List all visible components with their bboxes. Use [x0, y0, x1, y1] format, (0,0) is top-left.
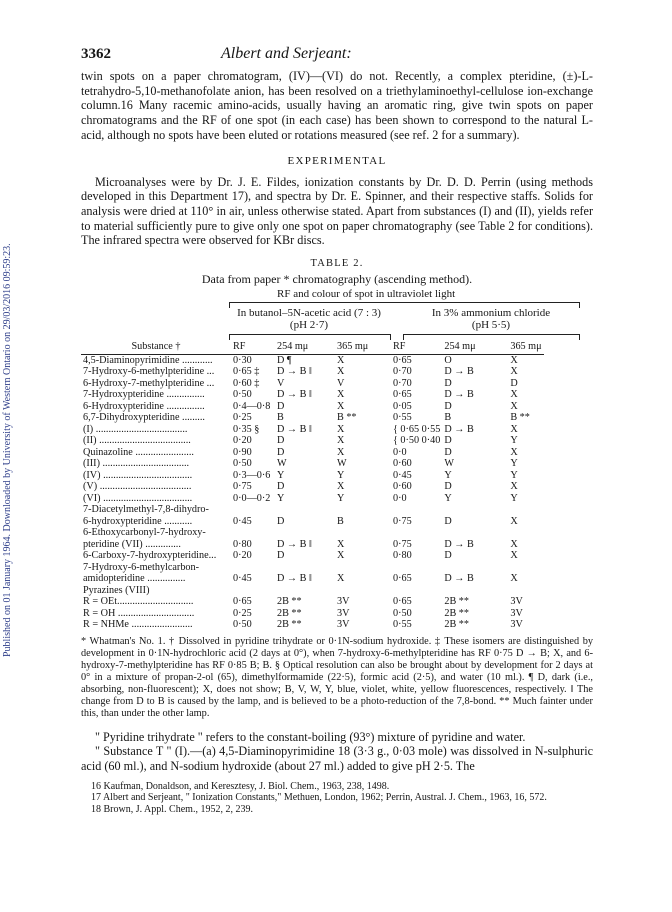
- table-cell: Y: [444, 469, 452, 481]
- table-spanning-header: [81, 288, 593, 301]
- group-butanol-bracket: [229, 334, 391, 340]
- table-cell: 3V: [337, 596, 350, 608]
- table-row: [81, 401, 544, 413]
- table-row: [81, 516, 544, 528]
- table-cell: 0·65: [393, 354, 412, 366]
- table-cell: { 0·65 0·55: [393, 423, 441, 435]
- table-cell: [275, 562, 335, 574]
- table-cell: D → B ‖: [277, 423, 312, 435]
- table-cell: D: [510, 377, 518, 389]
- table-cell: X: [510, 573, 518, 585]
- table-cell: X: [337, 550, 345, 562]
- col-rf-2: RF: [393, 341, 406, 353]
- table-cell: D: [444, 435, 452, 447]
- table-cell: 0·80: [393, 550, 412, 562]
- table-cell: Y: [510, 435, 518, 447]
- table-cell: (II) ....................................: [83, 435, 191, 447]
- table-cell: V: [337, 377, 345, 389]
- table-cell: R = OH ..............................: [83, 607, 195, 619]
- table-cell: [508, 585, 543, 597]
- table-cell: 0·20: [233, 550, 252, 562]
- table-row: [81, 562, 544, 574]
- group-ammonium-label: In 3% ammonium chloride: [431, 307, 551, 320]
- table-cell: D: [444, 481, 452, 493]
- table-cell: R = OEt..............................: [83, 596, 194, 608]
- table-row: [81, 458, 544, 470]
- section-heading: EXPERIMENTAL: [287, 154, 387, 167]
- table-row: [81, 619, 544, 631]
- table-footnote: * Whatman's No. 1. † Dissolved in pyridine trihydrate or 0·1N-sodium hydroxide. ‡ These isomers are distinguished by development in 0·1N-hydrochloric acid (2 days at 0°), when 7-hydroxy-6-methylpteridine has RF 0·75 D → B; X, and 6-hydroxy-7-methylpteridine has RF 0·85 B; B. § Optical resolution can also be brought about by development for 2 days at 0° in a mixture of propan-2-ol (65), dimethylformamide (22·5), formic acid (2·5), and water (10 ml.). ¶ D, dark (i.e., absorbing, non-fluorescent); X, does not show; B, V, W, Y, blue, violet, white, yellow fluorescences, respectively. ‖ The change from D to B is caused by the lamp, and is believed to be a photo-reduction of the 7,8-bond. ** Much fainter under this, than under the other lamp.: [81, 635, 593, 719]
- table-cell: 0·75: [233, 481, 252, 493]
- table-cell: [442, 527, 508, 539]
- table-cell: D → B: [444, 538, 474, 550]
- table-cell: 0·80: [233, 538, 252, 550]
- table-cell: [335, 562, 379, 574]
- table-row: [81, 481, 544, 493]
- table-cell: 0·50: [393, 607, 412, 619]
- table-cell: 0·45: [393, 469, 412, 481]
- reference-18: 18 Brown, J. Appl. Chem., 1952, 2, 239.: [91, 803, 253, 815]
- table-cell: 2B **: [444, 607, 469, 619]
- page-header: [81, 45, 593, 69]
- table-cell: 0·20: [233, 435, 252, 447]
- table-cell: 0·65 ‡: [233, 366, 260, 378]
- table-row: [81, 412, 544, 424]
- table-cell: X: [337, 538, 345, 550]
- table-cell: [442, 562, 508, 574]
- table-cell: D: [444, 446, 452, 458]
- table-cell: [442, 504, 508, 516]
- table-cell: { 0·50 0·40: [393, 435, 441, 447]
- table-cell: [335, 527, 379, 539]
- table-row: [81, 470, 544, 482]
- table-cell: W: [444, 458, 454, 470]
- table-cell: X: [510, 400, 518, 412]
- table-cell: D: [277, 446, 285, 458]
- table-cell: W: [337, 458, 347, 470]
- table-cell: 0·60: [393, 458, 412, 470]
- table-cell: X: [337, 481, 345, 493]
- table-cell: X: [510, 538, 518, 550]
- table-row: [81, 585, 544, 597]
- table-cell: D ¶: [277, 354, 292, 366]
- table-cell: B **: [510, 412, 530, 424]
- group-ammonium-bracket: [403, 334, 580, 340]
- table-cell: 0·0: [393, 446, 407, 458]
- table-cell: D → B ‖: [277, 538, 312, 550]
- table-row: [81, 550, 544, 562]
- table-caption: Data from paper * chromatography (ascending method).: [201, 272, 473, 287]
- group-butanol-ph: (pH 2·7): [289, 319, 329, 332]
- table-cell: X: [510, 550, 518, 562]
- col-rf-1: RF: [233, 341, 246, 353]
- table-cell: (V) ....................................: [83, 481, 192, 493]
- table-cell: D → B: [444, 366, 474, 378]
- table-cell: 0·3—0·6: [233, 469, 271, 481]
- table-cell: 0·75: [393, 538, 412, 550]
- table-cell: 6-Hydroxypteridine ...............: [83, 400, 205, 412]
- table-body: [81, 354, 544, 631]
- table-cell: 0·55: [393, 412, 412, 424]
- table-cell: [379, 527, 442, 539]
- experimental-paragraph: Microanalyses were by Dr. J. E. Fildes, ionization constants by Dr. D. D. Perrin (using methods developed in this Department 17), and spectra by Dr. E. Spinner, and their respective staffs. Solids for analysis were dried at 110° in air, unless otherwise stated. Apart from substances (I) and (II), yields refer to material sufficiently pure to give only one spot on paper chromatography (see Table 2 for conditions). The infrared spectra were observed for KBr discs.: [81, 174, 593, 248]
- table-cell: 0·05: [393, 400, 412, 412]
- table-cell: 2B **: [277, 619, 302, 631]
- table-cell: Y: [510, 469, 518, 481]
- table-cell: 3V: [510, 619, 523, 631]
- download-notice: Published on 01 January 1964. Downloaded by University of Western Ontario on 29/03/2016 09:59:23.: [2, 243, 13, 657]
- table-row: [81, 354, 544, 366]
- table-cell: 0·55: [393, 619, 412, 631]
- table-cell: 2B **: [444, 619, 469, 631]
- table-row: [81, 493, 544, 505]
- group-butanol: [229, 307, 389, 331]
- table-cell: 2B **: [277, 607, 302, 619]
- table-cell: Quinazoline .......................: [83, 446, 194, 458]
- group-ammonium: [403, 307, 579, 331]
- table-row: [81, 435, 544, 447]
- references: [81, 781, 593, 816]
- substance-paragraph: " Substance T " (I).—(a) 4,5-Diaminopyrimidine 18 (3·3 g., 0·03 mole) was dissolved in N-sulphuric acid (60 ml.), and N-sodium hydroxide (about 27 ml.) added to give pH 2·5. The: [81, 744, 593, 773]
- table-cell: X: [510, 389, 518, 401]
- table-cell: X: [337, 366, 345, 378]
- table-cell: [508, 562, 543, 574]
- col-365-2: 365 mμ: [510, 341, 542, 353]
- table-cell: X: [337, 423, 345, 435]
- table-label: TABLE 2.: [310, 258, 364, 270]
- table-cell: Y: [510, 458, 518, 470]
- table-cell: [442, 585, 508, 597]
- table-row: [81, 424, 544, 436]
- table-cell: X: [337, 435, 345, 447]
- table-cell: 3V: [337, 607, 350, 619]
- table-cell: (III) ..................................: [83, 458, 190, 470]
- rf-colour-header: RF and colour of spot in ultraviolet light: [277, 288, 456, 301]
- table-cell: 0·50: [233, 389, 252, 401]
- table-row: [81, 596, 544, 608]
- table-cell: 0·90: [233, 446, 252, 458]
- table-cell: B: [337, 515, 344, 527]
- table-cell: X: [337, 354, 345, 366]
- table-cell: 6-Hydroxy-7-methylpteridine ...: [83, 377, 215, 389]
- table-cell: 7-Hydroxypteridine ...............: [83, 389, 205, 401]
- table-cell: B: [444, 412, 452, 424]
- table-cell: X: [510, 423, 518, 435]
- table-cell: D: [277, 435, 285, 447]
- col-substance: Substance †: [131, 341, 181, 353]
- table-cell: Pyrazines (VIII): [83, 584, 150, 596]
- table-cell: D: [444, 400, 452, 412]
- table-cell: 0·45: [233, 515, 252, 527]
- table-cell: 7-Hydroxy-6-methylcarbon-: [83, 561, 199, 573]
- table-cell: D: [444, 515, 452, 527]
- table-cell: 3V: [337, 619, 350, 631]
- table-cell: D → B ‖: [277, 573, 312, 585]
- table-cell: D: [444, 377, 452, 389]
- table-header-row: [81, 341, 544, 354]
- table-cell: 3V: [510, 607, 523, 619]
- table-cell: 2B **: [277, 596, 302, 608]
- table-cell: D → B ‖: [277, 366, 312, 378]
- table-cell: 0·30: [233, 354, 252, 366]
- col-365-1: 365 mμ: [337, 341, 369, 353]
- table-row: [81, 366, 544, 378]
- table-cell: 0·75: [393, 515, 412, 527]
- table-cell: 7-Hydroxy-6-methylpteridine ...: [83, 366, 215, 378]
- chromatography-table: [81, 341, 544, 631]
- table-cell: 0·35 §: [233, 423, 260, 435]
- table-cell: D → B: [444, 389, 474, 401]
- table-cell: amidopteridine ...............: [83, 573, 186, 585]
- table-cell: 6-hydroxypteridine ...........: [83, 515, 193, 527]
- table-cell: 0·25: [233, 607, 252, 619]
- table-cell: pteridine (VII) ..............: [83, 538, 181, 550]
- table-cell: [231, 504, 275, 516]
- table-cell: X: [337, 400, 345, 412]
- table-cell: 0·45: [233, 573, 252, 585]
- table-cell: B: [277, 412, 284, 424]
- reference-16: 16 Kaufman, Donaldson, and Keresztesy, J. Biol. Chem., 1963, 238, 1498.: [91, 780, 390, 792]
- table-row: [81, 573, 544, 585]
- running-title: Albert and Serjeant:: [221, 45, 352, 62]
- table-cell: 0·0—0·2: [233, 492, 271, 504]
- group-butanol-label: In butanol–5N-acetic acid (7 : 3): [237, 307, 381, 320]
- table-cell: 6,7-Dihydroxypteridine .........: [83, 412, 205, 424]
- table-cell: [275, 504, 335, 516]
- table-cell: 0·50: [233, 458, 252, 470]
- table-cell: 0·4—0·8: [233, 400, 271, 412]
- page-number: 3362: [81, 46, 111, 62]
- table-cell: [231, 527, 275, 539]
- table-cell: 6-Carboxy-7-hydroxypteridine...: [83, 550, 217, 562]
- table-cell: 0·65: [393, 596, 412, 608]
- table-row: [81, 447, 544, 459]
- table-cell: 0·65: [233, 596, 252, 608]
- table-cell: (VI) ...................................: [83, 492, 193, 504]
- table-cell: R = NHMe ........................: [83, 619, 193, 631]
- table-cell: [508, 527, 543, 539]
- table-cell: Y: [337, 469, 345, 481]
- intro-paragraph: twin spots on a paper chromatogram, (IV)—(VI) do not. Recently, a complex pteridine, (±)-L-tetrahydro-5,10-methanofolate anion, has been resolved on a triethylaminoethyl-cellulose ion-exchange column.16 Many racemic amino-acids, usually having an aromatic ring, give twin spots on paper chromatograms and the RF of one spot (in each case) has been shown to correspond to the natural L-acid, although no spots have been eluted or rotations measured (see ref. 2 for a summary).: [81, 69, 593, 142]
- table-row: [81, 378, 544, 390]
- table-cell: X: [510, 446, 518, 458]
- table-cell: [379, 585, 442, 597]
- table-cell: 6-Ethoxycarbonyl-7-hydroxy-: [83, 527, 206, 539]
- group-ammonium-ph: (pH 5·5): [471, 319, 511, 332]
- table-cell: [379, 562, 442, 574]
- table-cell: D: [277, 481, 285, 493]
- table-cell: 2B **: [444, 596, 469, 608]
- table-cell: 3V: [510, 596, 523, 608]
- table-cell: X: [510, 366, 518, 378]
- table-cell: X: [337, 446, 345, 458]
- table-row: [81, 389, 544, 401]
- table-cell: 0·0: [393, 492, 407, 504]
- table-cell: D → B: [444, 573, 474, 585]
- table-cell: [335, 504, 379, 516]
- table-cell: D: [277, 515, 285, 527]
- pyridine-paragraph: " Pyridine trihydrate " refers to the constant-boiling (93°) mixture of pyridine and water.: [95, 729, 526, 744]
- table-cell: 4,5-Diaminopyrimidine ............: [83, 354, 213, 366]
- table-cell: V: [277, 377, 285, 389]
- col-254-1: 254 mμ: [277, 341, 309, 353]
- table-cell: 0·50: [233, 619, 252, 631]
- table-cell: D: [277, 400, 285, 412]
- table-row: [81, 527, 544, 539]
- table-cell: 0·65: [393, 389, 412, 401]
- table-cell: [508, 504, 543, 516]
- table-cell: 0·60 ‡: [233, 377, 260, 389]
- table-cell: D: [277, 550, 285, 562]
- solvent-groups: [81, 307, 593, 333]
- table-cell: D: [444, 550, 452, 562]
- table-cell: 7-Diacetylmethyl-7,8-dihydro-: [83, 504, 209, 516]
- table-cell: (IV) ...................................: [83, 469, 193, 481]
- table-cell: [275, 585, 335, 597]
- table-row: [81, 608, 544, 620]
- table-cell: B **: [337, 412, 357, 424]
- table-cell: Y: [277, 492, 285, 504]
- table-row: [81, 504, 544, 516]
- reference-17: 17 Albert and Serjeant, " Ionization Constants," Methuen, London, 1962; Perrin, Austral. J. Chem., 1963, 16, 572.: [91, 792, 547, 804]
- table-cell: 0·25: [233, 412, 252, 424]
- col-254-2: 254 mμ: [444, 341, 476, 353]
- table-row: [81, 539, 544, 551]
- table-cell: X: [510, 481, 518, 493]
- table-cell: [231, 585, 275, 597]
- table-cell: D → B: [444, 423, 474, 435]
- table-cell: W: [277, 458, 287, 470]
- table-cell: [379, 504, 442, 516]
- table-cell: [231, 562, 275, 574]
- table-cell: X: [510, 354, 518, 366]
- table-cell: X: [337, 389, 345, 401]
- table-cell: X: [337, 573, 345, 585]
- table-cell: [335, 585, 379, 597]
- table-cell: 0·60: [393, 481, 412, 493]
- table-cell: 0·70: [393, 366, 412, 378]
- table-cell: O: [444, 354, 452, 366]
- table-cell: X: [510, 515, 518, 527]
- table-cell: 0·70: [393, 377, 412, 389]
- table-cell: 0·65: [393, 573, 412, 585]
- table-cell: [275, 527, 335, 539]
- page-content: [81, 45, 593, 815]
- table-cell: D → B ‖: [277, 389, 312, 401]
- table-cell: Y: [277, 469, 285, 481]
- table-cell: Y: [444, 492, 452, 504]
- table-cell: Y: [337, 492, 345, 504]
- table-cell: Y: [510, 492, 518, 504]
- table-cell: (I) ....................................: [83, 423, 188, 435]
